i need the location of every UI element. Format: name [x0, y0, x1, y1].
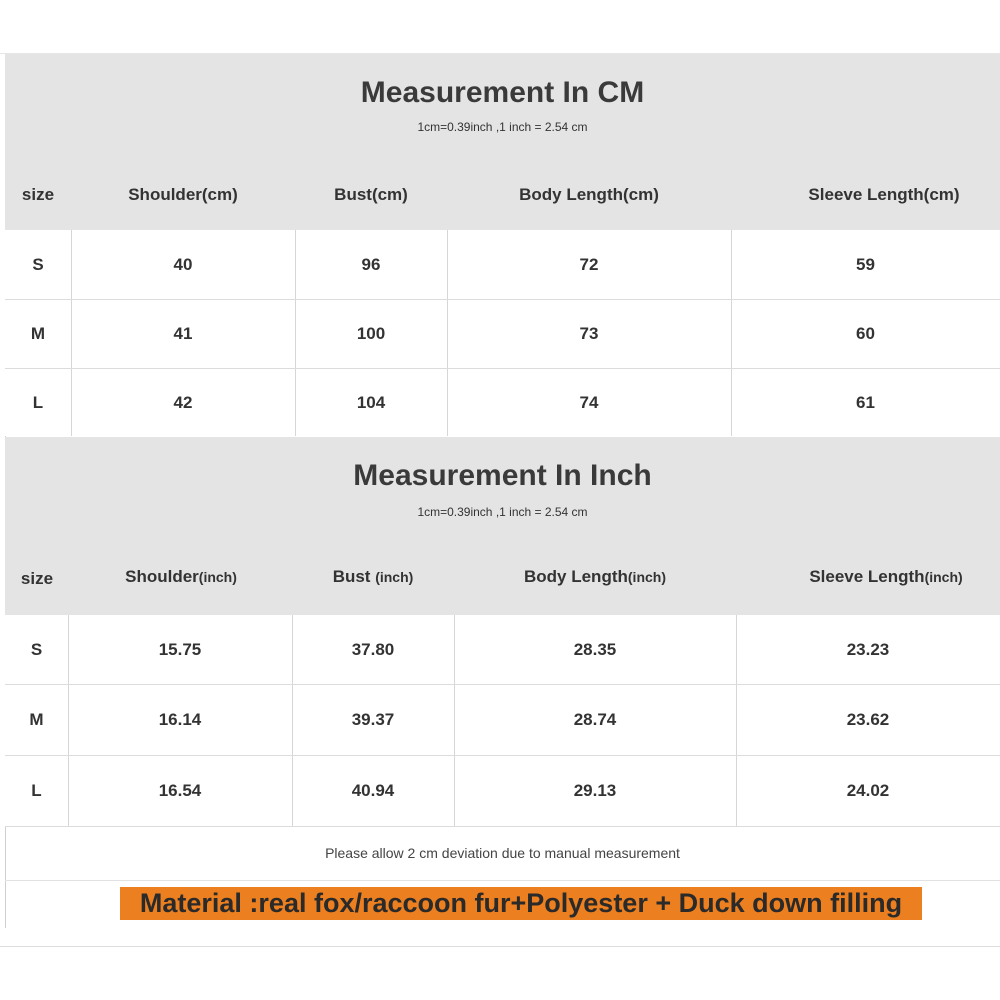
size-cell: L	[32, 392, 44, 412]
header-label: Sleeve Length	[809, 567, 925, 586]
size-cell: S	[32, 254, 44, 274]
body-length-cell: 73	[579, 324, 599, 343]
sleeve-length-cell: 24.02	[846, 781, 890, 800]
bottom-border	[0, 946, 1000, 947]
cm-table-header	[5, 54, 1000, 230]
body-length-cell: 72	[579, 254, 599, 274]
material-banner: Material :real fox/raccoon fur+Polyester + Duck down filling	[120, 887, 922, 920]
deviation-note: Please allow 2 cm deviation due to manual measurement	[325, 845, 680, 861]
shoulder-cell: 16.14	[158, 710, 202, 729]
header-unit: (inch)	[375, 569, 414, 585]
bust-cell: 96	[361, 254, 381, 274]
bust-cell: 39.37	[351, 710, 395, 729]
inch-header-shoulder	[125, 567, 237, 587]
cm-table	[5, 54, 1000, 230]
sleeve-length-cell: 23.23	[846, 639, 890, 659]
cm-table-row-s	[5, 230, 1000, 300]
size-cell: S	[30, 639, 43, 659]
header-label: Bust	[332, 567, 376, 586]
sleeve-length-cell: 23.62	[846, 710, 890, 729]
inch-table-subtitle: 1cm=0.39inch ,1 inch = 2.54 cm	[417, 505, 588, 519]
bust-cell: 104	[356, 392, 386, 412]
cm-header-shoulder: Shoulder(cm)	[128, 185, 238, 204]
header-unit: (inch)	[198, 569, 237, 585]
separator	[5, 880, 1000, 881]
sleeve-length-cell: 61	[856, 392, 875, 412]
size-cell: M	[30, 324, 46, 343]
shoulder-cell: 42	[173, 392, 193, 412]
inch-table-header	[5, 437, 1000, 615]
inch-header-sleeve-length	[809, 567, 962, 587]
body-length-cell: 28.35	[573, 639, 617, 659]
inch-header-body-length	[524, 567, 666, 587]
inch-table-title: Measurement In Inch	[353, 459, 652, 492]
body-length-cell: 74	[579, 392, 599, 412]
shoulder-cell: 16.54	[158, 781, 202, 800]
cm-header-sleeve-length: Sleeve Length(cm)	[808, 185, 960, 204]
header-label: Body Length	[524, 567, 628, 586]
cm-table-row-l	[5, 369, 1000, 436]
cm-table-title: Measurement In CM	[360, 76, 645, 109]
cm-table-row-m	[5, 300, 1000, 369]
sleeve-length-cell: 59	[856, 254, 875, 274]
size-cell: M	[29, 710, 44, 729]
body-length-cell: 29.13	[573, 781, 617, 800]
header-label: size	[20, 569, 54, 588]
bust-cell: 37.80	[351, 639, 395, 659]
inch-header-bust	[333, 567, 414, 587]
bust-cell: 40.94	[351, 781, 395, 800]
inch-header-size	[21, 569, 53, 589]
cm-header-body-length: Body Length(cm)	[519, 185, 659, 204]
inch-table-row-s	[5, 615, 1000, 685]
shoulder-cell: 41	[173, 324, 193, 343]
inch-table	[5, 437, 1000, 615]
header-unit: (inch)	[627, 569, 666, 585]
size-cell: L	[31, 781, 42, 800]
body-length-cell: 28.74	[573, 710, 617, 729]
cm-header-bust: Bust(cm)	[334, 185, 408, 204]
sleeve-length-cell: 60	[856, 324, 875, 343]
header-label: Shoulder	[125, 567, 199, 586]
cm-header-size: size	[21, 185, 55, 204]
shoulder-cell: 40	[173, 254, 193, 274]
header-unit: (inch)	[924, 569, 963, 585]
cm-table-subtitle: 1cm=0.39inch ,1 inch = 2.54 cm	[417, 120, 588, 134]
inch-table-row-m	[5, 685, 1000, 756]
bust-cell: 100	[356, 324, 386, 343]
shoulder-cell: 15.75	[158, 639, 202, 659]
inch-table-row-l	[5, 756, 1000, 827]
